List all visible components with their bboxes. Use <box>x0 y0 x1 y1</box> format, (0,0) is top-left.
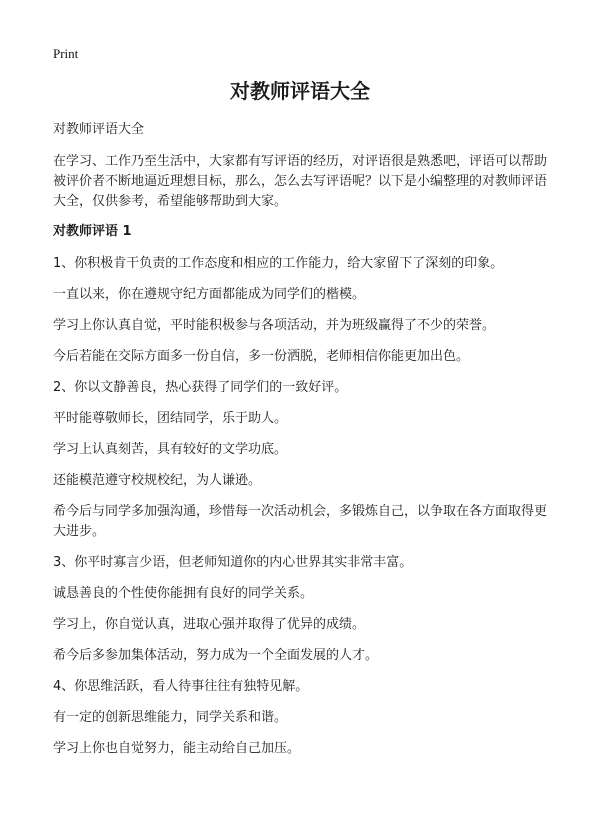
paragraph: 诚恳善良的个性使你能拥有良好的同学关系。 <box>53 586 314 601</box>
paragraph: 学习上认真刻苦，具有较好的文学功底。 <box>53 442 288 457</box>
section-heading: 对教师评语 1 <box>53 224 132 239</box>
paragraph: 平时能尊敬师长，团结同学，乐于助人。 <box>53 411 288 426</box>
paragraph: 一直以来，你在遵规守纪方面都能成为同学们的楷模。 <box>53 287 366 302</box>
page-title: 对教师评语大全 <box>230 79 370 103</box>
paragraph-list <box>53 254 553 759</box>
paragraph: 希今后与同学多加强沟通，珍惜每一次活动机会，多锻炼自己，以争取在各方面取得更大进步。 <box>53 504 548 539</box>
paragraph: 希今后多参加集体活动，努力成为一个全面发展的人才。 <box>53 648 379 663</box>
paragraph: 1、你积极肯干负责的工作态度和相应的工作能力，给大家留下了深刻的印象。 <box>53 256 504 271</box>
paragraph: 2、你以文静善良，热心获得了同学们的一致好评。 <box>53 380 348 395</box>
print-link[interactable]: Print <box>53 46 79 61</box>
paragraph: 今后若能在交际方面多一份自信，多一份洒脱，老师相信你能更加出色。 <box>53 349 470 364</box>
article-body <box>53 120 553 770</box>
intro-paragraph: 在学习、工作乃至生活中，大家都有写评语的经历，对评语很是熟悉吧，评语可以帮助被评价者不断地逼近理想目标，那么，怎么去写评语呢？以下是小编整理的对教师评语大全，仅供参考，希望能够帮助到大家。 <box>53 154 548 209</box>
paragraph: 4、你思维活跃，看人待事往往有独特见解。 <box>53 679 309 694</box>
paragraph: 有一定的创新思维能力，同学关系和谐。 <box>53 710 288 725</box>
paragraph: 学习上你也自觉努力，能主动给自己加压。 <box>53 741 301 756</box>
paragraph: 学习上你认真自觉，平时能积极参与各项活动，并为班级赢得了不少的荣誉。 <box>53 318 496 333</box>
paragraph: 还能模范遵守校规校纪，为人谦逊。 <box>53 473 262 488</box>
paragraph: 3、你平时寡言少语，但老师知道你的内心世界其实非常丰富。 <box>53 555 413 570</box>
paragraph: 学习上，你自觉认真，进取心强并取得了优异的成绩。 <box>53 617 366 632</box>
article-subtitle: 对教师评语大全 <box>53 122 145 137</box>
